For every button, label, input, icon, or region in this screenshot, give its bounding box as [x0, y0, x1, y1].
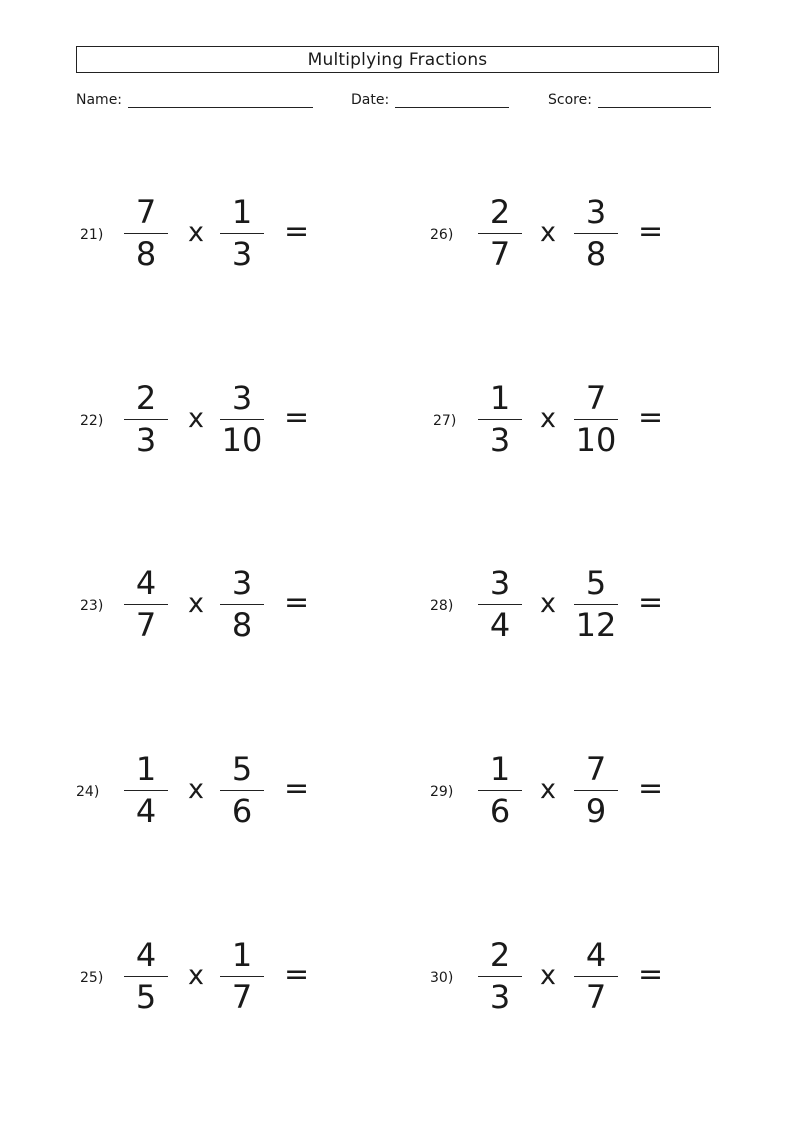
fraction-a	[124, 565, 168, 645]
equals-sign: =	[638, 585, 664, 620]
fraction-b	[220, 565, 264, 645]
fraction-b	[574, 194, 618, 274]
multiply-sign: x	[540, 217, 556, 248]
numerator: 4	[135, 564, 157, 602]
denominator: 4	[489, 606, 511, 644]
equals-sign: =	[638, 957, 664, 992]
numerator: 3	[231, 379, 253, 417]
numerator: 5	[231, 750, 253, 788]
date-field	[351, 92, 509, 108]
problem-21	[76, 194, 376, 274]
equals-sign: =	[638, 400, 664, 435]
problem-23	[76, 565, 376, 645]
denominator: 10	[221, 421, 263, 459]
fraction-bar	[574, 419, 618, 420]
denominator: 8	[585, 235, 607, 273]
fraction-bar	[220, 604, 264, 605]
problem-number: 21)	[80, 227, 104, 243]
problem-number: 23)	[80, 598, 104, 614]
numerator: 2	[135, 379, 157, 417]
numerator: 5	[585, 564, 607, 602]
fraction-bar	[478, 419, 522, 420]
numerator: 4	[585, 936, 607, 974]
denominator: 3	[231, 235, 253, 273]
denominator: 8	[135, 235, 157, 273]
numerator: 3	[489, 564, 511, 602]
multiply-sign: x	[188, 960, 204, 991]
fraction-a	[478, 751, 522, 831]
fraction-bar	[574, 790, 618, 791]
fraction-bar	[220, 790, 264, 791]
problem-number: 26)	[430, 227, 454, 243]
denominator: 6	[489, 792, 511, 830]
denominator: 9	[585, 792, 607, 830]
problem-28	[430, 565, 730, 645]
fraction-b	[574, 380, 618, 460]
name-field	[76, 92, 313, 108]
multiply-sign: x	[540, 403, 556, 434]
denominator: 7	[489, 235, 511, 273]
fraction-b	[220, 194, 264, 274]
worksheet-title-text: Multiplying Fractions	[307, 49, 488, 70]
score-label: Score:	[548, 92, 592, 108]
multiply-sign: x	[540, 774, 556, 805]
problem-number: 28)	[430, 598, 454, 614]
fraction-b	[574, 937, 618, 1017]
fraction-b	[220, 380, 264, 460]
multiply-sign: x	[188, 774, 204, 805]
numerator: 3	[585, 193, 607, 231]
name-blank-line	[128, 93, 313, 108]
multiply-sign: x	[540, 588, 556, 619]
numerator: 1	[489, 750, 511, 788]
equals-sign: =	[284, 771, 310, 806]
name-label: Name:	[76, 92, 123, 108]
numerator: 3	[231, 564, 253, 602]
problem-29	[430, 751, 730, 831]
fraction-a	[124, 380, 168, 460]
date-label: Date:	[351, 92, 390, 108]
fraction-b	[574, 751, 618, 831]
fraction-bar	[478, 976, 522, 977]
numerator: 2	[489, 193, 511, 231]
denominator: 7	[135, 606, 157, 644]
fraction-bar	[124, 790, 168, 791]
fraction-bar	[124, 604, 168, 605]
fraction-a	[124, 751, 168, 831]
numerator: 2	[489, 936, 511, 974]
problem-number: 27)	[433, 413, 457, 429]
problem-27	[430, 380, 730, 460]
equals-sign: =	[284, 957, 310, 992]
denominator: 8	[231, 606, 253, 644]
problem-number: 24)	[76, 784, 100, 800]
problem-number: 29)	[430, 784, 454, 800]
problem-26	[430, 194, 730, 274]
fraction-a	[478, 565, 522, 645]
equals-sign: =	[284, 585, 310, 620]
multiply-sign: x	[540, 960, 556, 991]
problem-24	[76, 751, 376, 831]
denominator: 3	[489, 978, 511, 1016]
score-field	[548, 92, 711, 108]
fraction-b	[220, 751, 264, 831]
numerator: 1	[135, 750, 157, 788]
worksheet-title	[76, 46, 719, 73]
numerator: 4	[135, 936, 157, 974]
numerator: 7	[585, 379, 607, 417]
fraction-bar	[478, 604, 522, 605]
numerator: 7	[585, 750, 607, 788]
denominator: 10	[575, 421, 617, 459]
numerator: 7	[135, 193, 157, 231]
fraction-bar	[124, 419, 168, 420]
fraction-bar	[220, 976, 264, 977]
fraction-bar	[220, 233, 264, 234]
problem-number: 25)	[80, 970, 104, 986]
numerator: 1	[231, 936, 253, 974]
problem-number: 22)	[80, 413, 104, 429]
fraction-bar	[478, 233, 522, 234]
date-blank-line	[395, 93, 509, 108]
fraction-a	[478, 194, 522, 274]
fraction-a	[478, 937, 522, 1017]
denominator: 4	[135, 792, 157, 830]
problem-25	[76, 937, 376, 1017]
denominator: 6	[231, 792, 253, 830]
denominator: 12	[575, 606, 617, 644]
student-info-row	[76, 92, 719, 112]
denominator: 5	[135, 978, 157, 1016]
denominator: 7	[231, 978, 253, 1016]
equals-sign: =	[284, 214, 310, 249]
equals-sign: =	[284, 400, 310, 435]
multiply-sign: x	[188, 588, 204, 619]
problem-30	[430, 937, 730, 1017]
denominator: 3	[489, 421, 511, 459]
problem-number: 30)	[430, 970, 454, 986]
fraction-bar	[478, 790, 522, 791]
fraction-bar	[124, 233, 168, 234]
fraction-bar	[574, 233, 618, 234]
score-blank-line	[598, 93, 711, 108]
fraction-bar	[574, 976, 618, 977]
fraction-b	[574, 565, 618, 645]
multiply-sign: x	[188, 217, 204, 248]
multiply-sign: x	[188, 403, 204, 434]
problem-22	[76, 380, 376, 460]
fraction-b	[220, 937, 264, 1017]
fraction-bar	[124, 976, 168, 977]
fraction-a	[478, 380, 522, 460]
fraction-bar	[574, 604, 618, 605]
denominator: 3	[135, 421, 157, 459]
denominator: 7	[585, 978, 607, 1016]
equals-sign: =	[638, 771, 664, 806]
fraction-a	[124, 937, 168, 1017]
numerator: 1	[489, 379, 511, 417]
fraction-bar	[220, 419, 264, 420]
fraction-a	[124, 194, 168, 274]
equals-sign: =	[638, 214, 664, 249]
numerator: 1	[231, 193, 253, 231]
